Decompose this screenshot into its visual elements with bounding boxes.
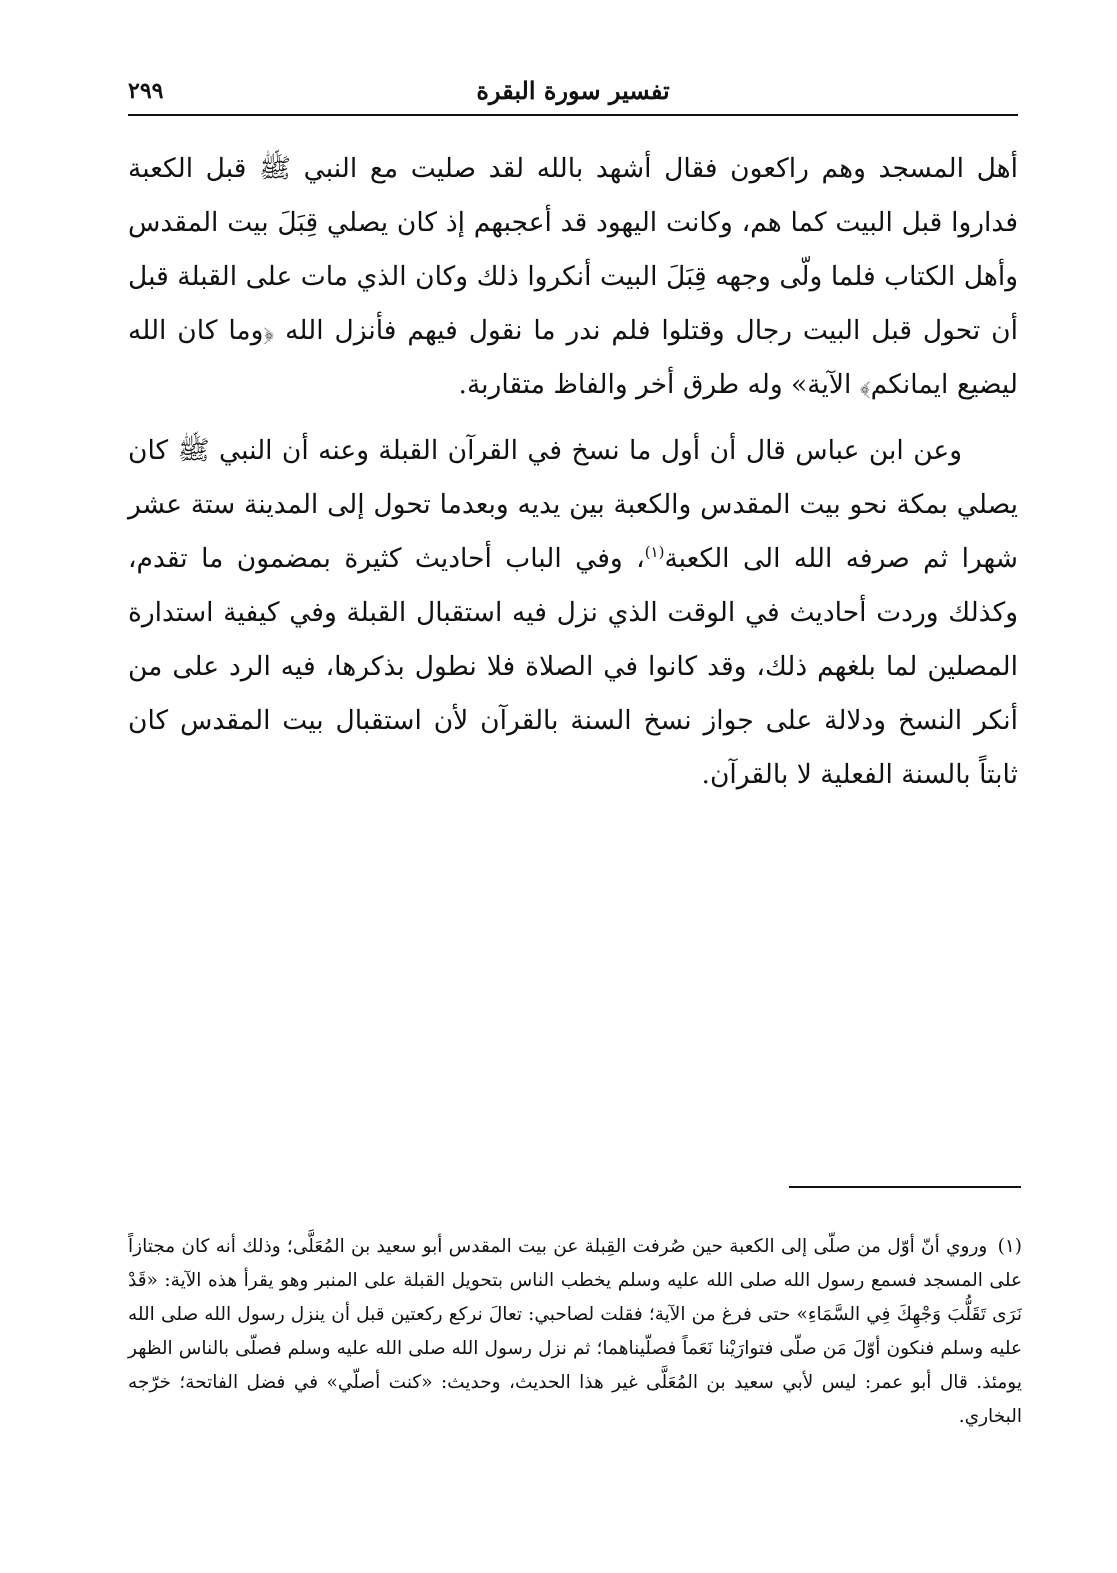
paragraph: أهل المسجد وهم راكعون فقال أشهد بالله لقد صليت مع النبي ﷺ قبل الكعبة فداروا قبل البيت كما هم، وكانت اليهود قد أعجبهم إذ كان يصلي قِبَلَ بيت المقدس وأهل الكتاب فلما ولّى وجهه قِبَلَ البيت أنكروا ذلك وكان الذي مات على القبلة قبل أن تحول قبل البيت رجال وقتلوا فلم ندر ما نقول فيهم فأنزل الله ﴿وما كان الله ليضيع ايمانكم﴾ الآية» وله طرق أخر والفاظ متقاربة. [128,153,1018,400]
footnote [128,1230,1022,1434]
footnote-separator [789,1186,1021,1188]
footnote-marker: (١) [997,1236,1022,1257]
footnotes [128,1230,1022,1434]
footnote-text: وروي أنّ أوّل من صلّى إلى الكعبة حين صُرفت القِبلة عن بيت المقدس أبو سعيد بن المُعَلَّى؛ وذلك أنه كان مجتازاً على المسجد فسمع رسول الله صلى الله عليه وسلم يخطب الناس بتحويل القبلة على المنبر وهو يقرأ هذه الآية: «قَدْ نَرَى تَقَلُّبَ وَجْهِكَ فِي السَّمَاءِ» حتى فرغ من الآية؛ فقلت لصاحبي: تعالَ نركع ركعتين قبل أن ينزل رسول الله صلى الله عليه وسلم فنكون أوّلَ مَن صلّى فتوارَيْنا نَعَماً فصلّيناهما؛ ثم نزل رسول الله صلى الله عليه وسلم فصلّى بالناس الظهر يومئذ. قال أبو عمر: ليس لأبي سعيد بن المُعَلَّى غير هذا الحديث، وحديث: «كنت أصلّي» في فضل الفاتحة؛ خرّجه البخاري. [128,1236,1022,1427]
body-text [128,142,1018,802]
header-title: تفسير سورة البقرة [476,76,670,105]
footnote-reference: (١) [644,543,665,562]
page-number: ٢٩٩ [128,78,164,104]
running-header [128,70,1018,116]
paragraph-text: وعن ابن عباس قال أن أول ما نسخ في القرآن القبلة وعنه أن النبي ﷺ كان يصلي بمكة نحو بيت المقدس والكعبة بين يديه وبعدما تحول إلى المدينة ستة عشر شهرا ثم صرفه الله الى الكعبة [128,435,1018,574]
header-rule [128,114,1018,116]
paragraph-text: ، وفي الباب أحاديث كثيرة بمضمون ما تقدم، وكذلك وردت أحاديث في الوقت الذي نزل فيه استقبال القبلة وفي كيفية استدارة المصلين لما بلغهم ذلك، وقد كانوا في الصلاة فلا نطول بذكرها، فيه الرد على من أنكر النسخ ودلالة على جواز نسخ السنة بالقرآن لأن استقبال بيت المقدس كان ثابتاً بالسنة الفعلية لا بالقرآن. [128,543,1018,790]
paragraph [128,424,1018,802]
